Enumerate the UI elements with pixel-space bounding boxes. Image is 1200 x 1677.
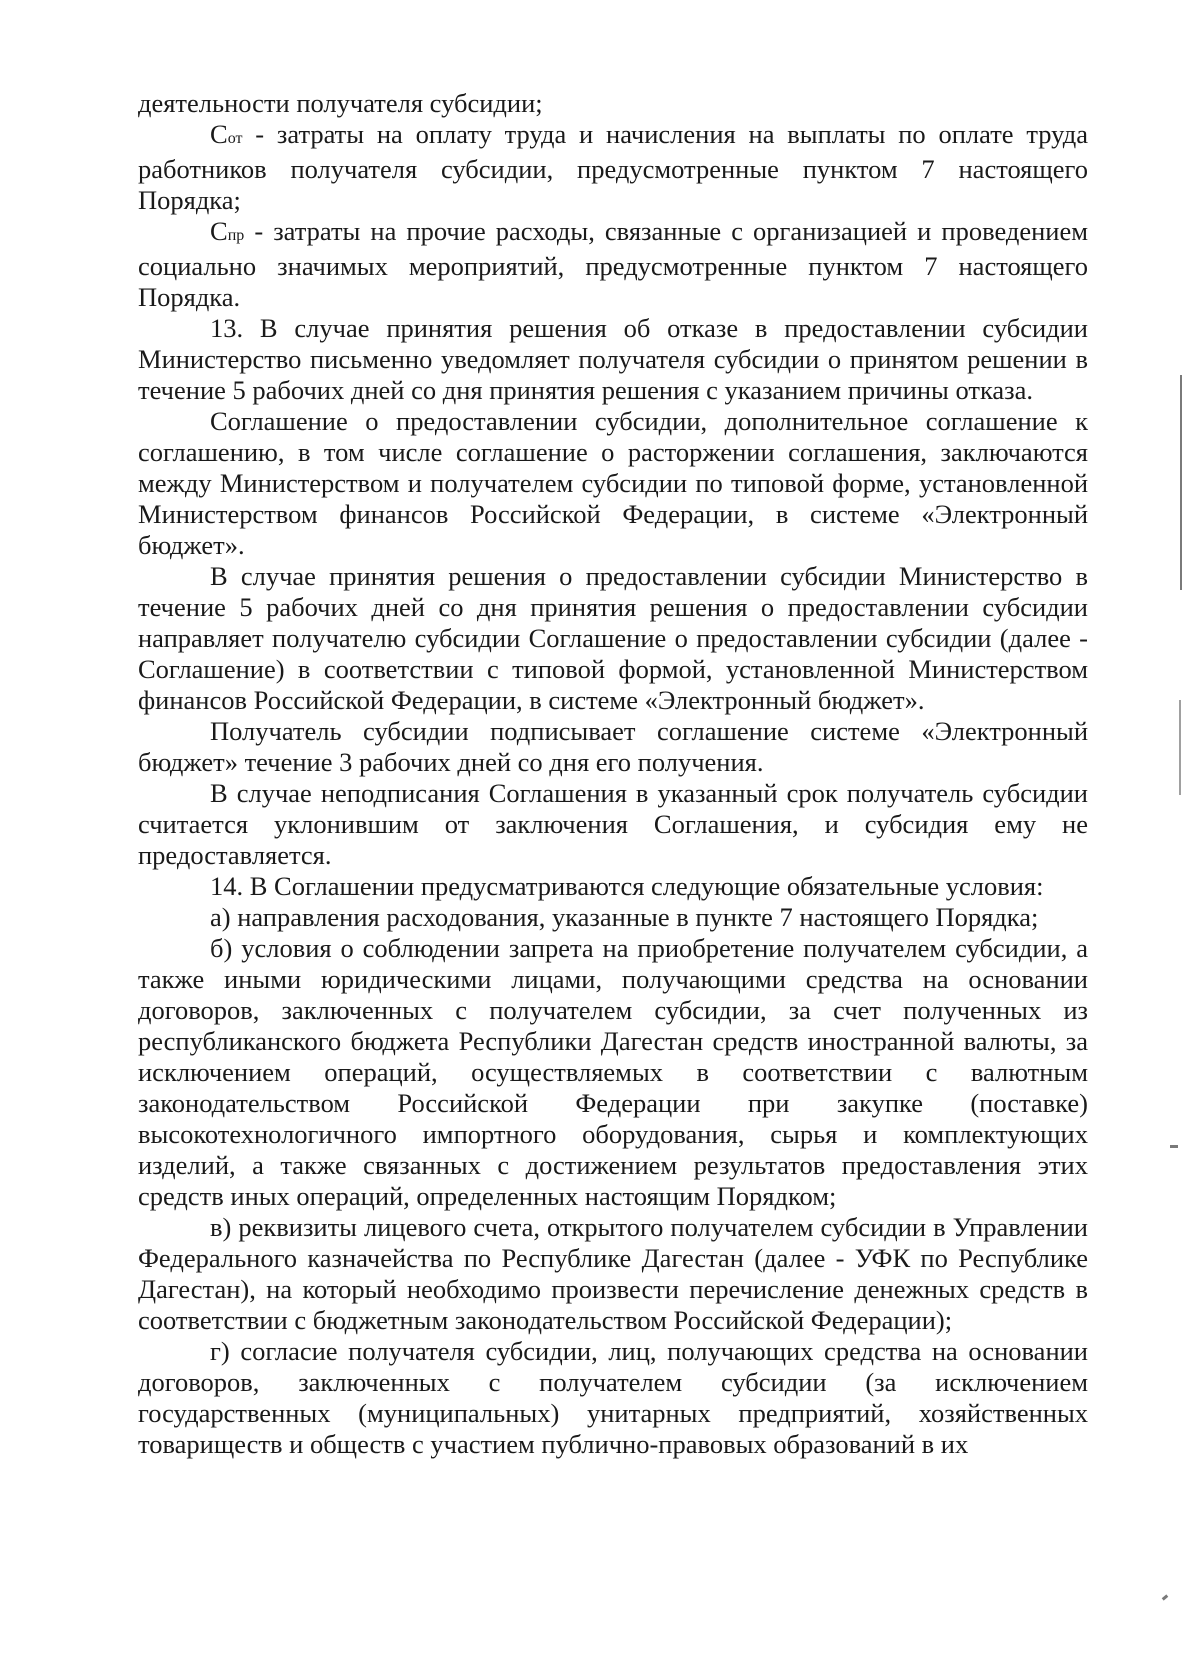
paragraph [138, 119, 1088, 216]
scan-artifact-line [1179, 700, 1181, 795]
scan-artifact-dot [1162, 1594, 1169, 1600]
paragraph [138, 561, 1088, 716]
paragraph-text: Соглашение о предоставлении субсидии, дополнительное соглашение к соглашению, в том числе соглашение о расторжении соглашения, заключаются между Министерством и получателем субсидии по типовой форме, установленной Министерством финансов Российской Федерации, в системе «Электронный бюджет». [138, 406, 1088, 560]
scan-artifact-line [1180, 375, 1182, 590]
paragraph-text: - затраты на прочие расходы, связанные с организацией и проведением социально значимых мероприятий, предусмотренные пунктом 7 настоящего Порядка. [138, 216, 1088, 312]
paragraph-text: 14. В Соглашении предусматриваются следующие обязательные условия: [210, 871, 1044, 901]
paragraph-text: б) условия о соблюдении запрета на приобретение получателем субсидии, а также иными юридическими лицами, получающими средства на основании договоров, заключенных с получателем субсидии, за счет полученных из республиканского бюджета Республики Дагестан средств иностранной валюты, за исключением операций, осуществляемых в соответствии с валютным законодательством Российской Федерации при закупке (поставке) высокотехнологичного импортного оборудования, сырья и комплектующих изделий, а также связанных с достижением результатов предоставления этих средств иных операций, определенных настоящим Порядком; [138, 933, 1088, 1211]
paragraph [138, 1212, 1088, 1336]
variable-subscript: от [227, 130, 243, 147]
document-page [138, 88, 1088, 1460]
paragraph [138, 933, 1088, 1212]
paragraph-text: - затраты на оплату труда и начисления на выплаты по оплате труда работников получателя субсидии, предусмотренные пунктом 7 настоящего Порядка; [138, 119, 1088, 215]
paragraph [138, 716, 1088, 778]
paragraph [138, 406, 1088, 561]
paragraph [138, 88, 1088, 119]
paragraph-text: а) направления расходования, указанные в пункте 7 настоящего Порядка; [210, 902, 1039, 932]
variable-symbol: С [210, 216, 228, 246]
paragraph [138, 216, 1088, 313]
paragraph-text: 13. В случае принятия решения об отказе в предоставлении субсидии Министерство письменно уведомляет получателя субсидии о принятом решении в течение 5 рабочих дней со дня принятия решения с указанием причины отказа. [138, 313, 1088, 405]
paragraph-text: в) реквизиты лицевого счета, открытого получателем субсидии в Управлении Федерального казначейства по Республике Дагестан (далее - УФК по Республике Дагестан), на который необходимо произвести перечисление денежных средств в соответствии с бюджетным законодательством Российской Федерации); [138, 1212, 1088, 1335]
scan-artifact-dot [1170, 1145, 1178, 1148]
paragraph [138, 1336, 1088, 1460]
paragraph-text: г) согласие получателя субсидии, лиц, получающих средства на основании договоров, заключенных с получателем субсидии (за исключением государственных (муниципальных) унитарных предприятий, хозяйственных товариществ и обществ с участием публично-правовых образований в их [138, 1336, 1088, 1459]
paragraph-text: деятельности получателя субсидии; [138, 88, 543, 118]
paragraph [138, 313, 1088, 406]
paragraph [138, 871, 1088, 902]
variable-symbol: С [210, 119, 228, 149]
paragraph-text: Получатель субсидии подписывает соглашение системе «Электронный бюджет» течение 3 рабочих дней со дня его получения. [138, 716, 1088, 777]
paragraph-text: В случае неподписания Соглашения в указанный срок получатель субсидии считается уклонившим от заключения Соглашения, и субсидия ему не предоставляется. [138, 778, 1088, 870]
paragraph [138, 778, 1088, 871]
paragraph-text: В случае принятия решения о предоставлении субсидии Министерство в течение 5 рабочих дней со дня принятия решения о предоставлении субсидии направляет получателю субсидии Соглашение о предоставлении субсидии (далее - Соглашение) в соответствии с типовой формой, установленной Министерством финансов Российской Федерации, в системе «Электронный бюджет». [138, 561, 1088, 715]
variable-subscript: пр [227, 227, 245, 244]
paragraph [138, 902, 1088, 933]
